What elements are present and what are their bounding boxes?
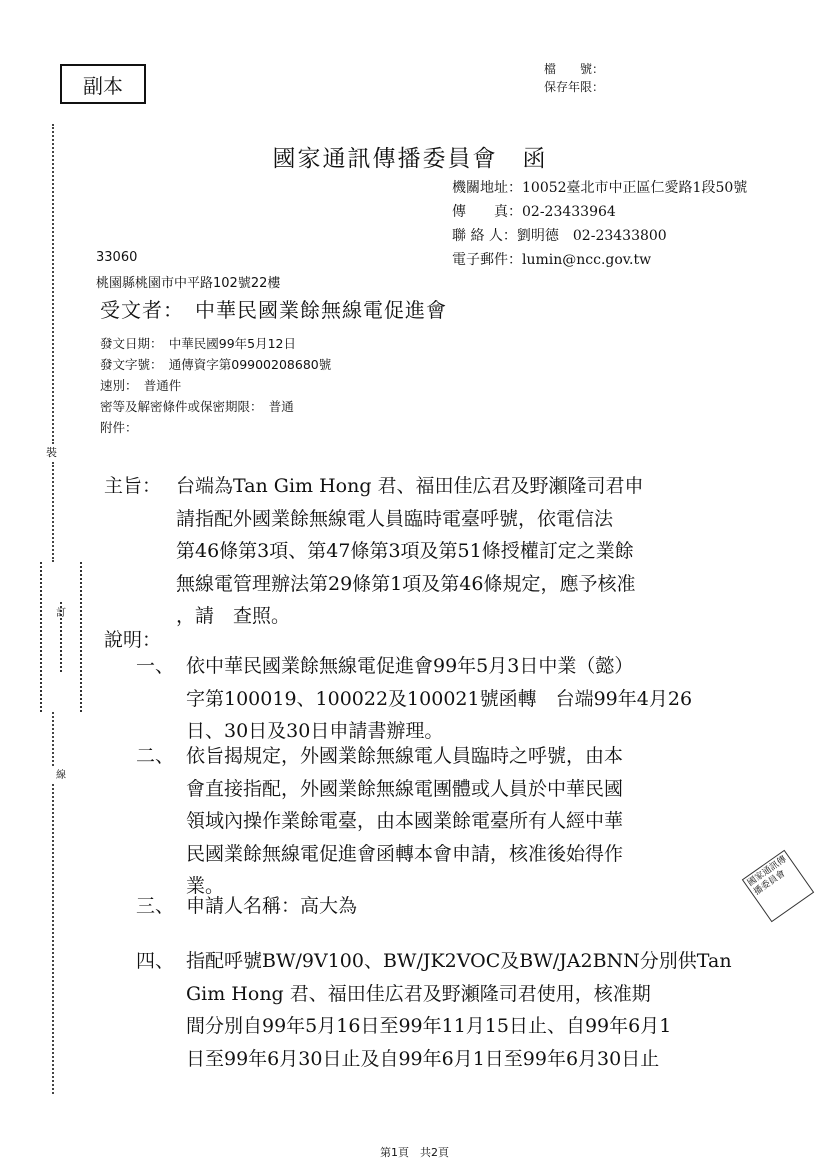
explanation-item-line: 業。 bbox=[186, 875, 225, 897]
subject-line: 請指配外國業餘無線電人員臨時電臺呼號，依電信法 bbox=[176, 507, 614, 530]
explanation-label: 說明： bbox=[104, 629, 162, 651]
security-level: 密等及解密條件或保密期限： 普通 bbox=[100, 399, 294, 414]
subject-label: 主旨： bbox=[104, 475, 162, 497]
recipient-address: 桃園縣桃園市中平路102號22樓 bbox=[96, 276, 281, 291]
recipient-name: 受文者： 中華民國業餘無線電促進會 bbox=[100, 298, 447, 322]
explanation-item-line: 領域內操作業餘電臺，由本國業餘電臺所有人經中華 bbox=[186, 810, 624, 832]
agency-email: 電子郵件：lumin@ncc.gov.tw bbox=[452, 252, 652, 268]
explanation-item-line: 依中華民國業餘無線電促進會99年5月3日中業（懿） bbox=[186, 655, 634, 677]
subject-line: ，請 查照。 bbox=[176, 605, 291, 627]
explanation-item-line: 間分別自99年5月16日至99年11月15日止、自99年6月1 bbox=[186, 1015, 672, 1037]
copy-stamp-box bbox=[60, 64, 146, 104]
explanation-item-line: 日、30日及30日申請書辦理。 bbox=[186, 720, 444, 742]
file-number: 檔 號： bbox=[544, 62, 605, 76]
explanation-item-line: 指配呼號BW/9V100、BW/JK2VOC及BW/JA2BNN分別供Tan bbox=[186, 950, 732, 972]
recipient-postcode: 33060 bbox=[96, 250, 138, 265]
explanation-item-number: 四、 bbox=[136, 950, 175, 972]
explanation-item-number: 二、 bbox=[136, 745, 175, 767]
explanation-item-line: 申請人名稱：高大為 bbox=[186, 895, 358, 917]
document-number: 發文字號： 通傳資字第09900208680號 bbox=[100, 357, 332, 372]
subject-line: 無線電管理辦法第29條第1項及第46條規定，應予核准 bbox=[176, 572, 636, 595]
binding-mark-top: 裝 bbox=[46, 446, 57, 459]
binding-mark-middle: 訂 bbox=[56, 608, 66, 619]
explanation-item-line: 字第100019、100022及100021號函轉 台端99年4月26 bbox=[186, 687, 693, 710]
binding-line-upper bbox=[52, 462, 55, 562]
explanation-item-line: 民國業餘無線電促進會函轉本會申請，核准後始得作 bbox=[186, 842, 624, 865]
binding-dot-pattern bbox=[40, 562, 88, 712]
explanation-item-line: Gim Hong 君、福田佳広君及野瀬隆司君使用，核准期 bbox=[186, 982, 651, 1005]
issue-date: 發文日期： 中華民國99年5月12日 bbox=[100, 336, 297, 351]
page-number: 第1頁 共2頁 bbox=[380, 1146, 449, 1159]
retention-period: 保存年限： bbox=[544, 80, 605, 94]
official-seal-stamp bbox=[742, 850, 814, 922]
subject-line: 第46條第3項、第47條第3項及第51條授權訂定之業餘 bbox=[176, 540, 634, 562]
agency-fax: 傳 真：02-23433964 bbox=[452, 204, 616, 220]
explanation-item-number: 一、 bbox=[136, 655, 175, 677]
explanation-item-line: 依旨揭規定，外國業餘無線電人員臨時之呼號，由本 bbox=[186, 745, 624, 767]
binding-mark-bottom: 線 bbox=[56, 770, 66, 781]
attachments: 附件： bbox=[100, 420, 138, 435]
binding-line-top bbox=[52, 124, 55, 444]
agency-contact: 聯 絡 人：劉明德 02-23433800 bbox=[452, 228, 667, 244]
delivery-speed: 速別： 普通件 bbox=[100, 378, 182, 393]
document-title: 國家通訊傳播委員會 函 bbox=[272, 146, 548, 172]
explanation-item-line: 會直接指配，外國業餘無線電團體或人員於中華民國 bbox=[186, 777, 624, 800]
seal-text: 國家通訊傳播委員會 bbox=[745, 854, 789, 898]
copy-label: 副本 bbox=[83, 73, 123, 98]
subject-line: 台端為Tan Gim Hong 君、福田佳広君及野瀬隆司君申 bbox=[176, 475, 644, 497]
binding-line-bottom bbox=[52, 784, 55, 1094]
explanation-item-line: 日至99年6月30日止及自99年6月1日至99年6月30日止 bbox=[186, 1047, 660, 1070]
agency-address: 機關地址：10052臺北市中正區仁愛路1段50號 bbox=[452, 180, 748, 196]
explanation-item-number: 三、 bbox=[136, 895, 175, 917]
binding-line-lower bbox=[52, 712, 55, 766]
